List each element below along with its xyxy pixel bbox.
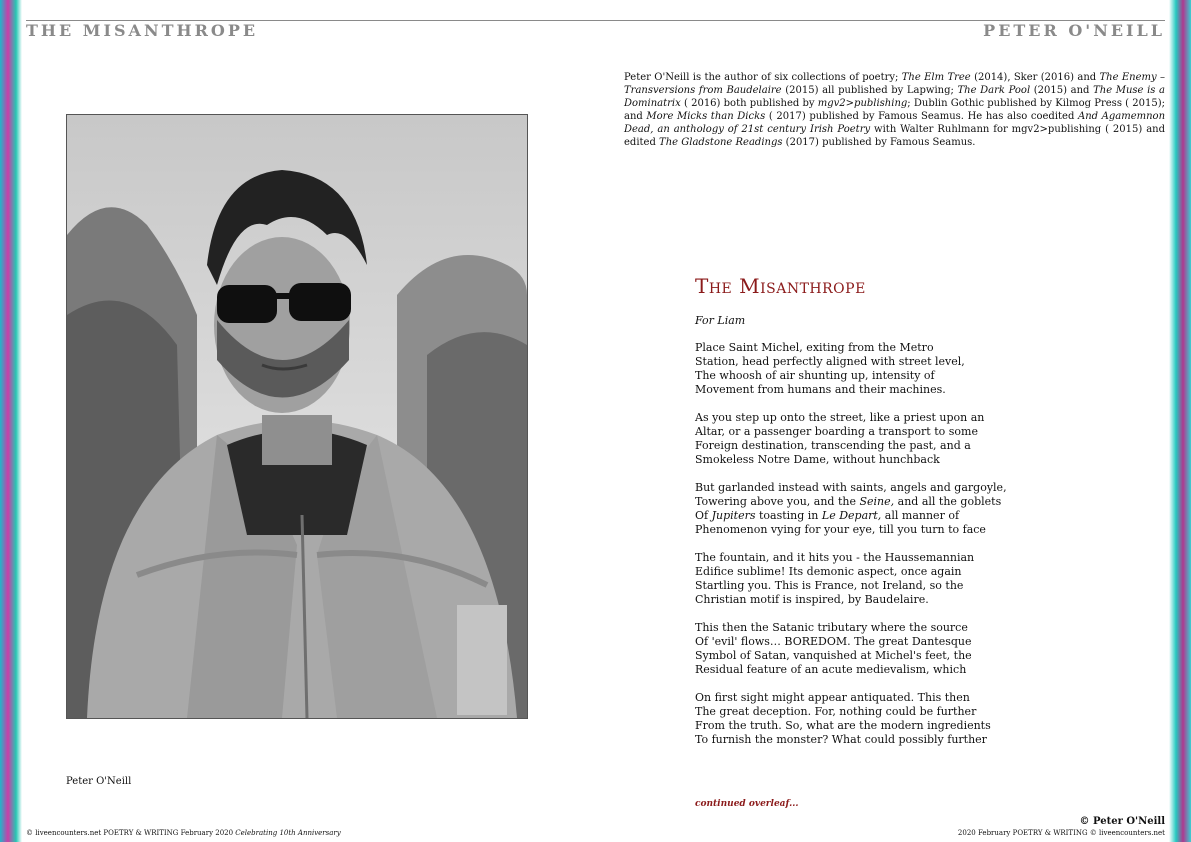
poem-line	[695, 719, 1015, 733]
poem-text: Movement from humans and their machines.	[695, 383, 946, 396]
poem-line	[695, 453, 1015, 467]
poem-line	[695, 579, 1015, 593]
magazine-page	[22, 0, 1169, 842]
bio-title: The Enemy – Transversions from Baudelaire	[624, 72, 1165, 96]
bio-text: (2015) and	[1030, 85, 1094, 96]
poem-stanza	[695, 551, 1015, 607]
poem-text: Phenomenon vying for your eye, till you turn to face	[695, 523, 986, 536]
poem-text: On first sight might appear antiquated. This then	[695, 691, 970, 704]
poem-line	[695, 649, 1015, 663]
poem-dedication: For Liam	[695, 314, 746, 327]
poem-text: But garlanded instead with saints, angels and gargoyle,	[695, 481, 1007, 494]
poem-line	[695, 551, 1015, 565]
bio-text: ( 2017) published by Famous Seamus. He has also coedited	[765, 111, 1078, 122]
photo-caption: Peter O'Neill	[66, 776, 132, 787]
poem-text: Smokeless Notre Dame, without hunchback	[695, 453, 940, 466]
poem-text: Residual feature of an acute medievalism, which	[695, 663, 967, 676]
poem-line	[695, 411, 1015, 425]
poem-line	[695, 355, 1015, 369]
poem-text: The fountain, and it hits you - the Haussemannian	[695, 551, 975, 564]
poem-line	[695, 635, 1015, 649]
bio-text: ; Dublin Gothic published by Kilmog Press ( 2015); and	[624, 98, 1165, 122]
poem-text: Christian motif is inspired, by Baudelaire.	[695, 593, 929, 606]
poem-line	[695, 425, 1015, 439]
poem-stanza	[695, 481, 1015, 537]
poem-text: As you step up onto the street, like a priest upon an	[695, 411, 985, 424]
bio-text: with Walter Ruhlmann for mgv2>publishing ( 2015) and edited	[624, 124, 1166, 148]
poem-text: Startling you. This is France, not Ireland, so the	[695, 579, 964, 592]
poem-text: From the truth. So, what are the modern ingredients	[695, 719, 991, 732]
header-title: THE MISANTHROPE	[26, 21, 259, 40]
author-photo-image	[67, 115, 527, 718]
header-author: PETER O'NEILL	[983, 21, 1165, 40]
author-photo	[66, 114, 528, 719]
bio-text: (2014), Sker (2016) and	[970, 72, 1100, 83]
footer-left-italic: Celebrating 10th Anniversary	[235, 829, 341, 837]
footer-left-text: © liveencounters.net POETRY & WRITING February 2020	[26, 829, 236, 837]
poem-italic: Jupiters	[711, 509, 756, 522]
poem-line	[695, 383, 1015, 397]
poem-text: The whoosh of air shunting up, intensity of	[695, 369, 935, 382]
poem-text: To furnish the monster? What could possibly further	[695, 733, 987, 746]
bio-title: More Micks than Dicks	[646, 111, 766, 122]
poem-text: Edifice sublime! Its demonic aspect, once again	[695, 565, 962, 578]
bio-text: Peter O'Neill is the author of six collections of poetry;	[624, 72, 902, 83]
bio-title: The Dark Pool	[957, 85, 1031, 96]
poem-line	[695, 369, 1015, 383]
poem-line	[695, 705, 1015, 719]
poem-text: Of 'evil' flows… BOREDOM. The great Dantesque	[695, 635, 972, 648]
bio-title: The Gladstone Readings	[659, 137, 783, 148]
poem-text: all manner of	[881, 509, 960, 522]
footer-right: 2020 February POETRY & WRITING © liveencounters.net	[957, 829, 1165, 837]
poem-stanza	[695, 621, 1015, 677]
poem-text: Symbol of Satan, vanquished at Michel's feet, the	[695, 649, 972, 662]
poem-title: The Misanthrope	[695, 274, 866, 298]
poem-italic: Le Depart,	[821, 509, 882, 522]
poem-text: Towering above you, and the	[695, 495, 860, 508]
poem-text: Foreign destination, transcending the past, and a	[695, 439, 971, 452]
poem-line	[695, 733, 1015, 747]
poem-text: This then the Satanic tributary where the source	[695, 621, 968, 634]
poem-line	[695, 621, 1015, 635]
poem-line	[695, 495, 1015, 509]
poem-line	[695, 481, 1015, 495]
bio-title: And Agamemnon Dead, an anthology of 21st century Irish Poetry	[624, 111, 1166, 135]
bio-title: The Elm Tree	[901, 72, 971, 83]
bio-title: The Muse is a Dominatrix	[624, 85, 1165, 109]
continued-link[interactable]: continued overleaf...	[695, 799, 799, 809]
copyright-notice: © Peter O'Neill	[1079, 816, 1165, 827]
poem-text: Place Saint Michel, exiting from the Metro	[695, 341, 934, 354]
poem-stanza	[695, 341, 1015, 397]
poem-line	[695, 691, 1015, 705]
poem-line	[695, 509, 1015, 523]
poem-line	[695, 341, 1015, 355]
poem-stanza	[695, 691, 1015, 747]
footer-left	[26, 829, 341, 837]
poem-text: Altar, or a passenger boarding a transport to some	[695, 425, 978, 438]
poem-text: Of	[695, 509, 712, 522]
poem-line	[695, 663, 1015, 677]
poem-line	[695, 523, 1015, 537]
poem-text: and all the goblets	[894, 495, 1002, 508]
poem-line	[695, 439, 1015, 453]
poem-stanza	[695, 411, 1015, 467]
poem-text: toasting in	[755, 509, 822, 522]
bio-text: ( 2016) both published by	[680, 98, 818, 109]
bio-title: mgv2>publishing	[817, 98, 908, 109]
poem-text: Station, head perfectly aligned with street level,	[695, 355, 965, 368]
poem-line	[695, 565, 1015, 579]
poem-line	[695, 593, 1015, 607]
poem-body	[695, 341, 1015, 747]
author-bio	[624, 71, 1165, 149]
poem-text: The great deception. For, nothing could be further	[695, 705, 977, 718]
bio-text: (2015) all published by Lapwing;	[781, 85, 958, 96]
bio-text: (2017) published by Famous Seamus.	[782, 137, 976, 148]
poem	[695, 274, 1015, 761]
poem-italic: Seine,	[859, 495, 895, 508]
